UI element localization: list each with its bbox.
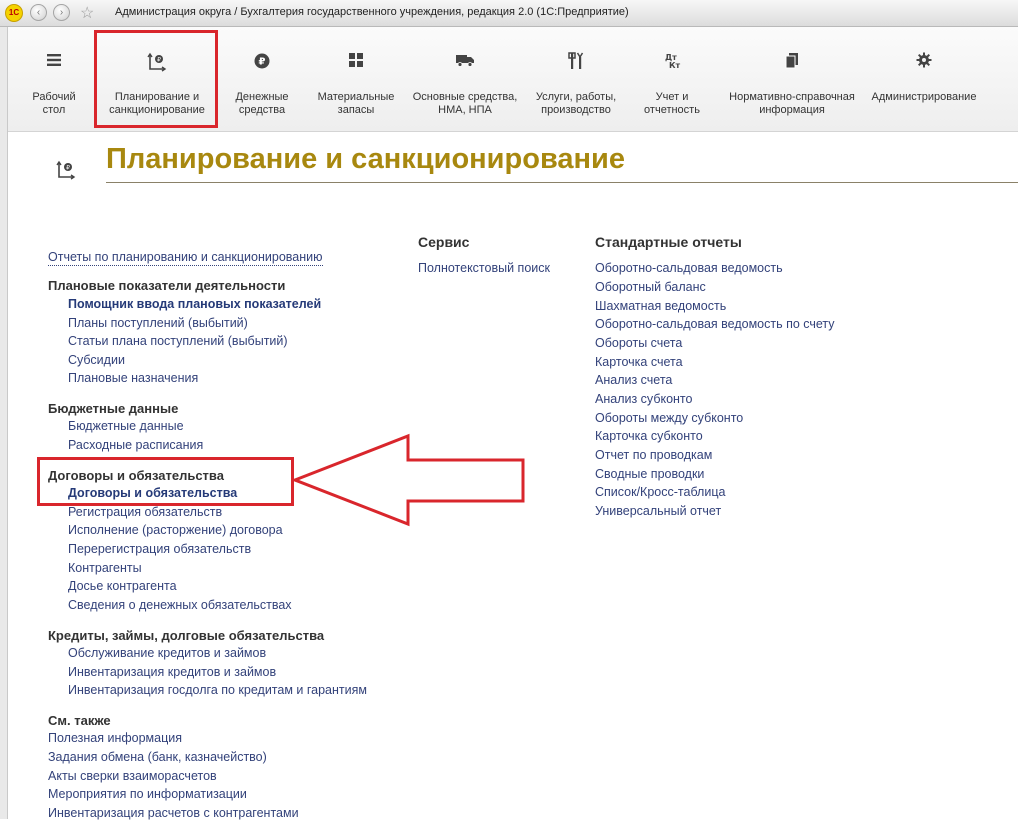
section-accounting[interactable] — [636, 27, 708, 131]
gear-icon — [868, 52, 980, 72]
link-plan-wizard[interactable]: Помощник ввода плановых показателей — [68, 297, 322, 311]
report-link[interactable]: Отчет по проводкам — [595, 448, 713, 462]
section-services[interactable] — [528, 27, 624, 131]
reports-link[interactable]: Отчеты по планированию и санкционированию — [48, 250, 323, 264]
tools-icon — [528, 52, 624, 72]
report-link[interactable]: Обороты между субконто — [595, 411, 744, 425]
link-informatization[interactable]: Мероприятия по информатизации — [48, 787, 247, 801]
section-accounting-label: Учет и отчетность — [644, 91, 700, 116]
link-fulltext-search[interactable]: Полнотекстовый поиск — [418, 261, 550, 275]
documents-icon — [722, 52, 862, 72]
report-link[interactable]: Оборотно-сальдовая ведомость по счету — [595, 317, 835, 331]
grid-icon — [310, 52, 402, 72]
section-desktop[interactable] — [23, 27, 85, 131]
title-underline — [106, 182, 1018, 183]
report-link[interactable]: Карточка счета — [595, 355, 683, 369]
link-monetary-obligations[interactable]: Сведения о денежных обязательствах — [68, 598, 292, 612]
section-materials-label: Материальные запасы — [317, 91, 395, 116]
report-link[interactable]: Анализ субконто — [595, 392, 693, 406]
section-money-label: Денежные средства — [235, 91, 289, 116]
report-link[interactable]: Сводные проводки — [595, 467, 705, 481]
contracts-highlight-box — [37, 457, 294, 506]
section-reference[interactable] — [722, 27, 862, 131]
favorites-star-icon[interactable]: ☆ — [80, 5, 95, 22]
svg-text:Дт: Дт — [665, 53, 677, 62]
selected-section-highlight — [94, 30, 218, 128]
report-link[interactable]: Список/Кросс-таблица — [595, 485, 726, 499]
link-expense-schedules[interactable]: Расходные расписания — [68, 438, 204, 452]
svg-text:₽: ₽ — [157, 56, 161, 64]
forward-button[interactable]: › — [53, 4, 70, 21]
group-header-budget-data: Бюджетные данные — [48, 401, 179, 416]
report-link[interactable]: Анализ счета — [595, 373, 673, 387]
report-link[interactable]: Оборотно-сальдовая ведомость — [595, 261, 783, 275]
section-materials[interactable] — [310, 27, 402, 131]
link-useful-info[interactable]: Полезная информация — [48, 731, 182, 745]
group-header-plan-indicators: Плановые показатели деятельности — [48, 278, 286, 293]
link-exchange-tasks[interactable]: Задания обмена (банк, казначейство) — [48, 750, 267, 764]
link-plan-articles[interactable]: Статьи плана поступлений (выбытий) — [68, 334, 288, 348]
window-left-border — [0, 27, 8, 819]
ruble-coin-icon — [229, 52, 295, 72]
link-contract-execution[interactable]: Исполнение (расторжение) договора — [68, 523, 283, 537]
section-services-label: Услуги, работы, производство — [535, 91, 617, 116]
planning-icon — [56, 160, 76, 185]
pointer-arrow-icon — [292, 430, 528, 527]
link-credit-inventory[interactable]: Инвентаризация кредитов и займов — [68, 665, 277, 679]
section-fixed-assets-label: Основные средства, НМА, НПА — [412, 91, 518, 116]
report-link[interactable]: Обороты счета — [595, 336, 683, 350]
section-desktop-label: Рабочий стол — [32, 91, 76, 116]
link-plan-assignments[interactable]: Плановые назначения — [68, 371, 199, 385]
group-header-contracts: Договоры и обязательства — [48, 468, 224, 483]
section-administration-label: Администрирование — [871, 91, 977, 103]
svg-text:₽: ₽ — [66, 164, 70, 172]
link-receipt-plans[interactable]: Планы поступлений (выбытий) — [68, 316, 248, 330]
window-titlebar — [0, 0, 1018, 27]
link-contracts[interactable]: Договоры и обязательства — [68, 486, 238, 500]
report-link[interactable]: Шахматная ведомость — [595, 299, 727, 313]
truck-icon — [407, 52, 523, 72]
link-reconciliation-acts[interactable]: Акты сверки взаиморасчетов — [48, 769, 217, 783]
svg-text:Кт: Кт — [669, 61, 681, 70]
app-logo[interactable]: 1С — [5, 4, 23, 22]
section-administration[interactable] — [868, 27, 980, 131]
group-header-credits: Кредиты, займы, долговые обязательства — [48, 628, 325, 643]
link-credit-servicing[interactable]: Обслуживание кредитов и займов — [68, 646, 267, 660]
link-budget-data[interactable]: Бюджетные данные — [68, 419, 184, 433]
page-title: Планирование и санкционирование — [106, 143, 625, 175]
service-header: Сервис — [418, 234, 470, 250]
link-state-debt-inventory[interactable]: Инвентаризация госдолга по кредитам и гарантиям — [68, 683, 367, 697]
report-link[interactable]: Универсальный отчет — [595, 504, 722, 518]
report-link[interactable]: Оборотный баланс — [595, 280, 706, 294]
link-counterparties[interactable]: Контрагенты — [68, 561, 142, 575]
standard-reports-header: Стандартные отчеты — [595, 234, 742, 250]
link-obligation-registration[interactable]: Регистрация обязательств — [68, 505, 223, 519]
svg-text:₽: ₽ — [258, 56, 266, 68]
link-counterparty-inventory[interactable]: Инвентаризация расчетов с контрагентами — [48, 806, 299, 820]
section-money[interactable] — [229, 27, 295, 131]
debit-credit-icon — [636, 52, 708, 72]
back-button[interactable]: ‹ — [30, 4, 47, 21]
group-header-see-also: См. также — [48, 713, 111, 728]
link-subsidies[interactable]: Субсидии — [68, 353, 125, 367]
section-planning-label: Планирование и санкционирование — [109, 91, 205, 116]
report-link[interactable]: Карточка субконто — [595, 429, 703, 443]
hamburger-icon — [23, 52, 85, 72]
section-fixed-assets[interactable] — [407, 27, 523, 131]
section-reference-label: Нормативно-справочная информация — [729, 91, 855, 116]
window-title: Администрация округа / Бухгалтерия государственного учреждения, редакция 2.0 (1С:Предприятие) — [115, 6, 629, 18]
link-counterparty-dossier[interactable]: Досье контрагента — [68, 579, 177, 593]
link-obligation-reregistration[interactable]: Перерегистрация обязательств — [68, 542, 252, 556]
